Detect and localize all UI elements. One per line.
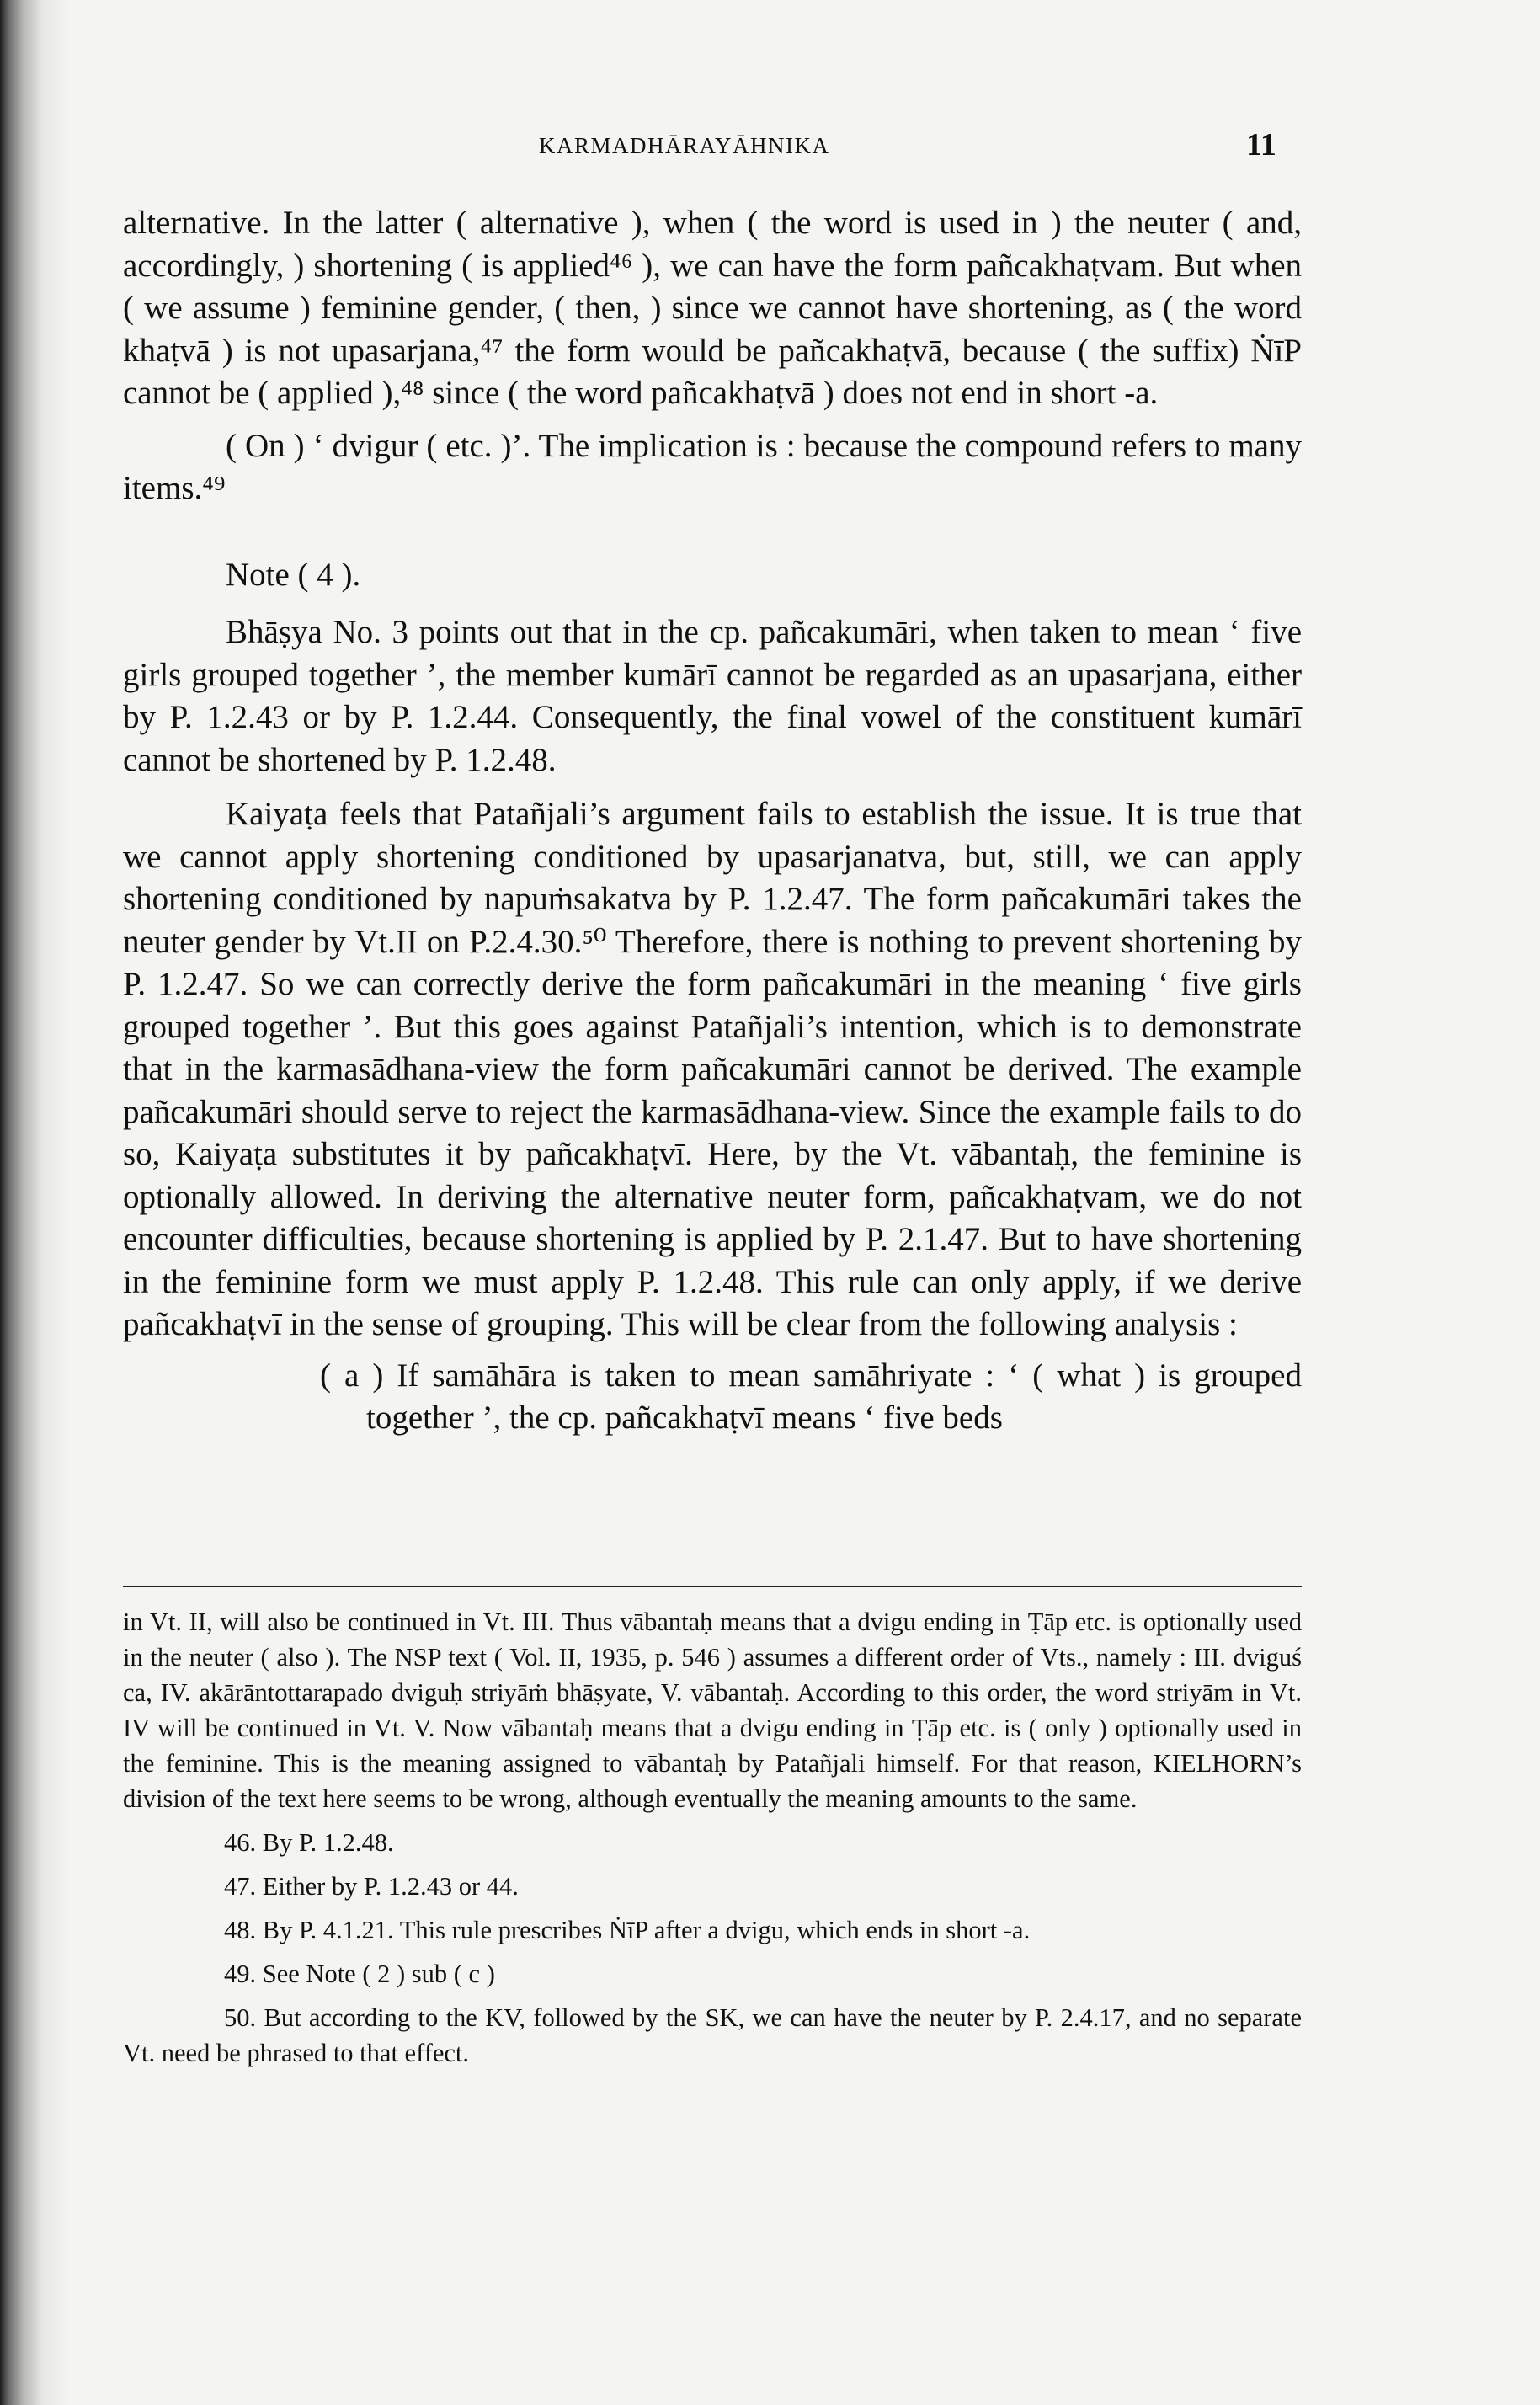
- footnote-46: 46. By P. 1.2.48.: [224, 1828, 394, 1857]
- footnote-49: 49. See Note ( 2 ) sub ( c ): [224, 1960, 495, 1988]
- footnote-continuation: in Vt. II, will also be continued in Vt. III. Thus vābantaḥ means that a dvigu ending in Ṭāp etc. is optionally used in the neuter ( also ). The NSP text ( Vol. II, 1935, p. 546 ) assumes a different order of Vts., namely : III. dviguś ca, IV. akārāntottarapado dviguḥ striyāṁ bhāṣyate, V. vābantaḥ. According to this order, the word striyām in Vt. IV will be continued in Vt. V. Now vābantaḥ means that a dvigu ending in Ṭāp etc. is ( only ) optionally used in the feminine. This is the meaning assigned to vābantaḥ by Patañjali himself. For that reason, KIELHORN’s division of the text here seems to be wrong, although eventually the meaning amounts to the same.: [123, 1608, 1302, 1813]
- paragraph-dvigur: ( On ) ‘ dvigur ( etc. )’. The implication is : because the compound refers to many items.⁴⁹: [123, 427, 1302, 506]
- note-heading: Note ( 4 ).: [226, 556, 361, 593]
- paragraph-alternative: alternative. In the latter ( alternative ), when ( the word is used in ) the neuter ( and, accordingly, ) shortening ( is applied⁴⁶ ), we can have the form pañcakhaṭvam. But when ( we assume ) feminine gender, ( then, ) since we cannot have shortening, as ( the word khaṭvā ) is not upasarjana,⁴⁷ the form would be pañcakhaṭvā, because ( the suffix) ṄīP cannot be ( applied ),⁴⁸ since ( the word pañcakhaṭvā ) does not end in short -a.: [123, 205, 1302, 411]
- list-item-a: ( a ) If samāhāra is taken to mean samāhriyate : ‘ ( what ) is grouped together ’, the cp. pañcakhaṭvī means ‘ five beds: [320, 1357, 1302, 1436]
- footnotes: [123, 1604, 1302, 2071]
- paragraph-bhasya: Bhāṣya No. 3 points out that in the cp. pañcakumāri, when taken to mean ‘ five girls grouped together ’, the member kumārī cannot be regarded as an upasarjana, either by P. 1.2.43 or by P. 1.2.44. Consequently, the final vowel of the constituent kumārī cannot be shortened by P. 1.2.48.: [123, 614, 1302, 778]
- main-text: [123, 202, 1302, 1440]
- footnote-48: 48. By P. 4.1.21. This rule prescribes ṄīP after a dvigu, which ends in short -a.: [224, 1916, 1031, 1944]
- footnote-50: 50. But according to the KV, followed by the SK, we can have the neuter by P. 2.4.17, and no separate Vt. need be phrased to that effect.: [123, 2003, 1302, 2067]
- page-number: 11: [1246, 127, 1276, 163]
- scan-edge-shadow: [0, 0, 67, 2405]
- running-header: KARMADHĀRAYĀHNIKA: [539, 133, 830, 158]
- footnote-divider: [123, 1586, 1302, 1587]
- footnote-47: 47. Either by P. 1.2.43 or 44.: [224, 1872, 519, 1901]
- paragraph-kaiyata: Kaiyaṭa feels that Patañjali’s argument fails to establish the issue. It is true that we cannot apply shortening conditioned by upasarjanatva, but, still, we can apply shortening conditioned by napuṁsakatva by P. 1.2.47. The form pañcakumāri takes the neuter gender by Vt.II on P.2.4.30.⁵⁰ Therefore, there is nothing to prevent shortening by P. 1.2.47. So we can correctly derive the form pañcakumāri in the meaning ‘ five girls grouped together ’. But this goes against Patañjali’s intention, which is to demonstrate that in the karmasādhana-view the form pañcakumāri cannot be derived. The example pañcakumāri should serve to reject the karmasādhana-view. Since the example fails to do so, Kaiyaṭa substitutes it by pañcakhaṭvī. Here, by the Vt. vābantaḥ, the feminine is optionally allowed. In deriving the alternative neuter form, pañcakhaṭvam, we do not encounter difficulties, because shortening is applied by P. 2.1.47. But to have shortening in the feminine form we must apply P. 1.2.48. This rule can only apply, if we derive pañcakhaṭvī in the sense of grouping. This will be clear from the following analysis :: [123, 796, 1302, 1342]
